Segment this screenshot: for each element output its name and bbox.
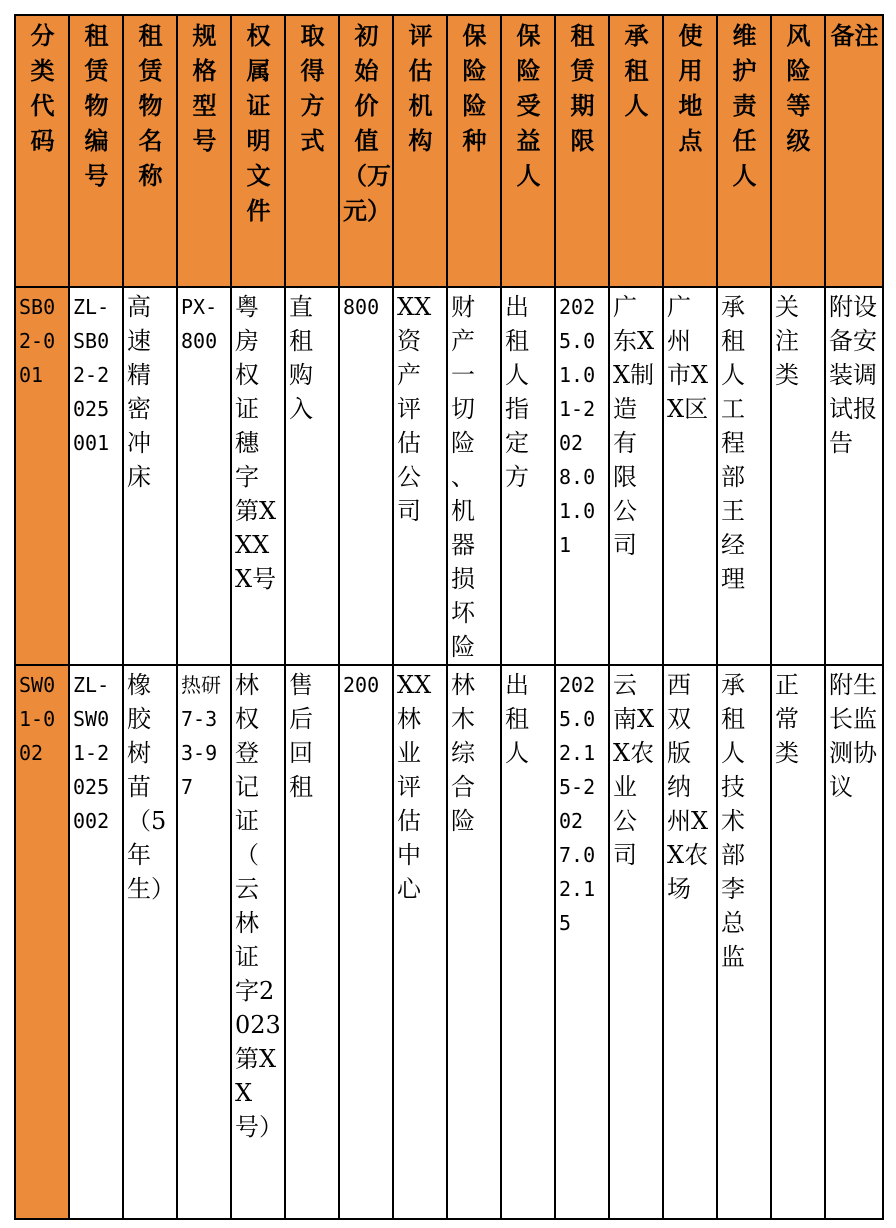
header-lease-item-name: 租赁物名称: [123, 15, 177, 287]
header-acquisition-method: 取得方式: [285, 15, 339, 287]
cell-appraisal-agency: XX资产评估公司: [393, 287, 447, 665]
cell-insurance-beneficiary: 出租人指定方: [501, 287, 555, 665]
cell-insurance-type: 林木综合险: [447, 665, 501, 1219]
cell-acquisition-method: 直租购入: [285, 287, 339, 665]
cell-lease-term: 2025.02.15-2027.02.15: [555, 665, 609, 1219]
cell-maintenance-person: 承租人技术部李总监: [717, 665, 771, 1219]
header-lease-term: 租赁期限: [555, 15, 609, 287]
cell-spec-model: PX-800: [177, 287, 231, 665]
table-row: [15, 287, 883, 665]
header-appraisal-agency: 评估机构: [393, 15, 447, 287]
cell-insurance-beneficiary: 出租人: [501, 665, 555, 1219]
cell-ownership-document: 林权登记证（云林证字2023第XX号）: [231, 665, 285, 1219]
cell-risk-level: 正常类: [771, 665, 825, 1219]
lease-asset-table: [14, 14, 884, 1220]
cell-use-location: 广州市XX区: [663, 287, 717, 665]
table-row: [15, 665, 883, 1219]
cell-insurance-type: 财产一切险、机器损坏险: [447, 287, 501, 665]
cell-ownership-document: 粤房权证穗字第XXXX号: [231, 287, 285, 665]
header-use-location: 使用地点: [663, 15, 717, 287]
header-maintenance-person: 维护责任人: [717, 15, 771, 287]
header-insurance-beneficiary: 保险受益人: [501, 15, 555, 287]
cell-lessee: 云南XX农业公司: [609, 665, 663, 1219]
cell-acquisition-method: 售后回租: [285, 665, 339, 1219]
cell-lessee: 广东XX制造有限公司: [609, 287, 663, 665]
cell-lease-item-number: ZL-SB02-2025001: [69, 287, 123, 665]
cell-initial-value: 800: [339, 287, 393, 665]
header-risk-level: 风险等级: [771, 15, 825, 287]
header-remarks: 备注: [825, 15, 883, 287]
cell-lease-term: 2025.01.01-2028.01.01: [555, 287, 609, 665]
header-lease-item-number: 租赁物编号: [69, 15, 123, 287]
cell-category-code: SB02-001: [15, 287, 69, 665]
header-category-code: 分类代码: [15, 15, 69, 287]
cell-use-location: 西双版纳州XX农场: [663, 665, 717, 1219]
cell-category-code: SW01-002: [15, 665, 69, 1219]
cell-lease-item-name: 橡胶树苗（5年生）: [123, 665, 177, 1219]
cell-lease-item-number: ZL-SW01-2025002: [69, 665, 123, 1219]
header-spec-model: 规格型号: [177, 15, 231, 287]
cell-remarks: 附设备安装调试报告: [825, 287, 883, 665]
cell-maintenance-person: 承租人工程部王经理: [717, 287, 771, 665]
header-ownership-document: 权属证明文件: [231, 15, 285, 287]
cell-appraisal-agency: XX林业评估中心: [393, 665, 447, 1219]
cell-lease-item-name: 高速精密冲床: [123, 287, 177, 665]
header-lessee: 承租人: [609, 15, 663, 287]
cell-spec-model: 热研7-33-97: [177, 665, 231, 1219]
cell-initial-value: 200: [339, 665, 393, 1219]
cell-risk-level: 关注类: [771, 287, 825, 665]
cell-remarks: 附生长监测协议: [825, 665, 883, 1219]
header-initial-value: 初始价值（万元）: [339, 15, 393, 287]
header-row: [15, 15, 883, 287]
header-insurance-type: 保险险种: [447, 15, 501, 287]
